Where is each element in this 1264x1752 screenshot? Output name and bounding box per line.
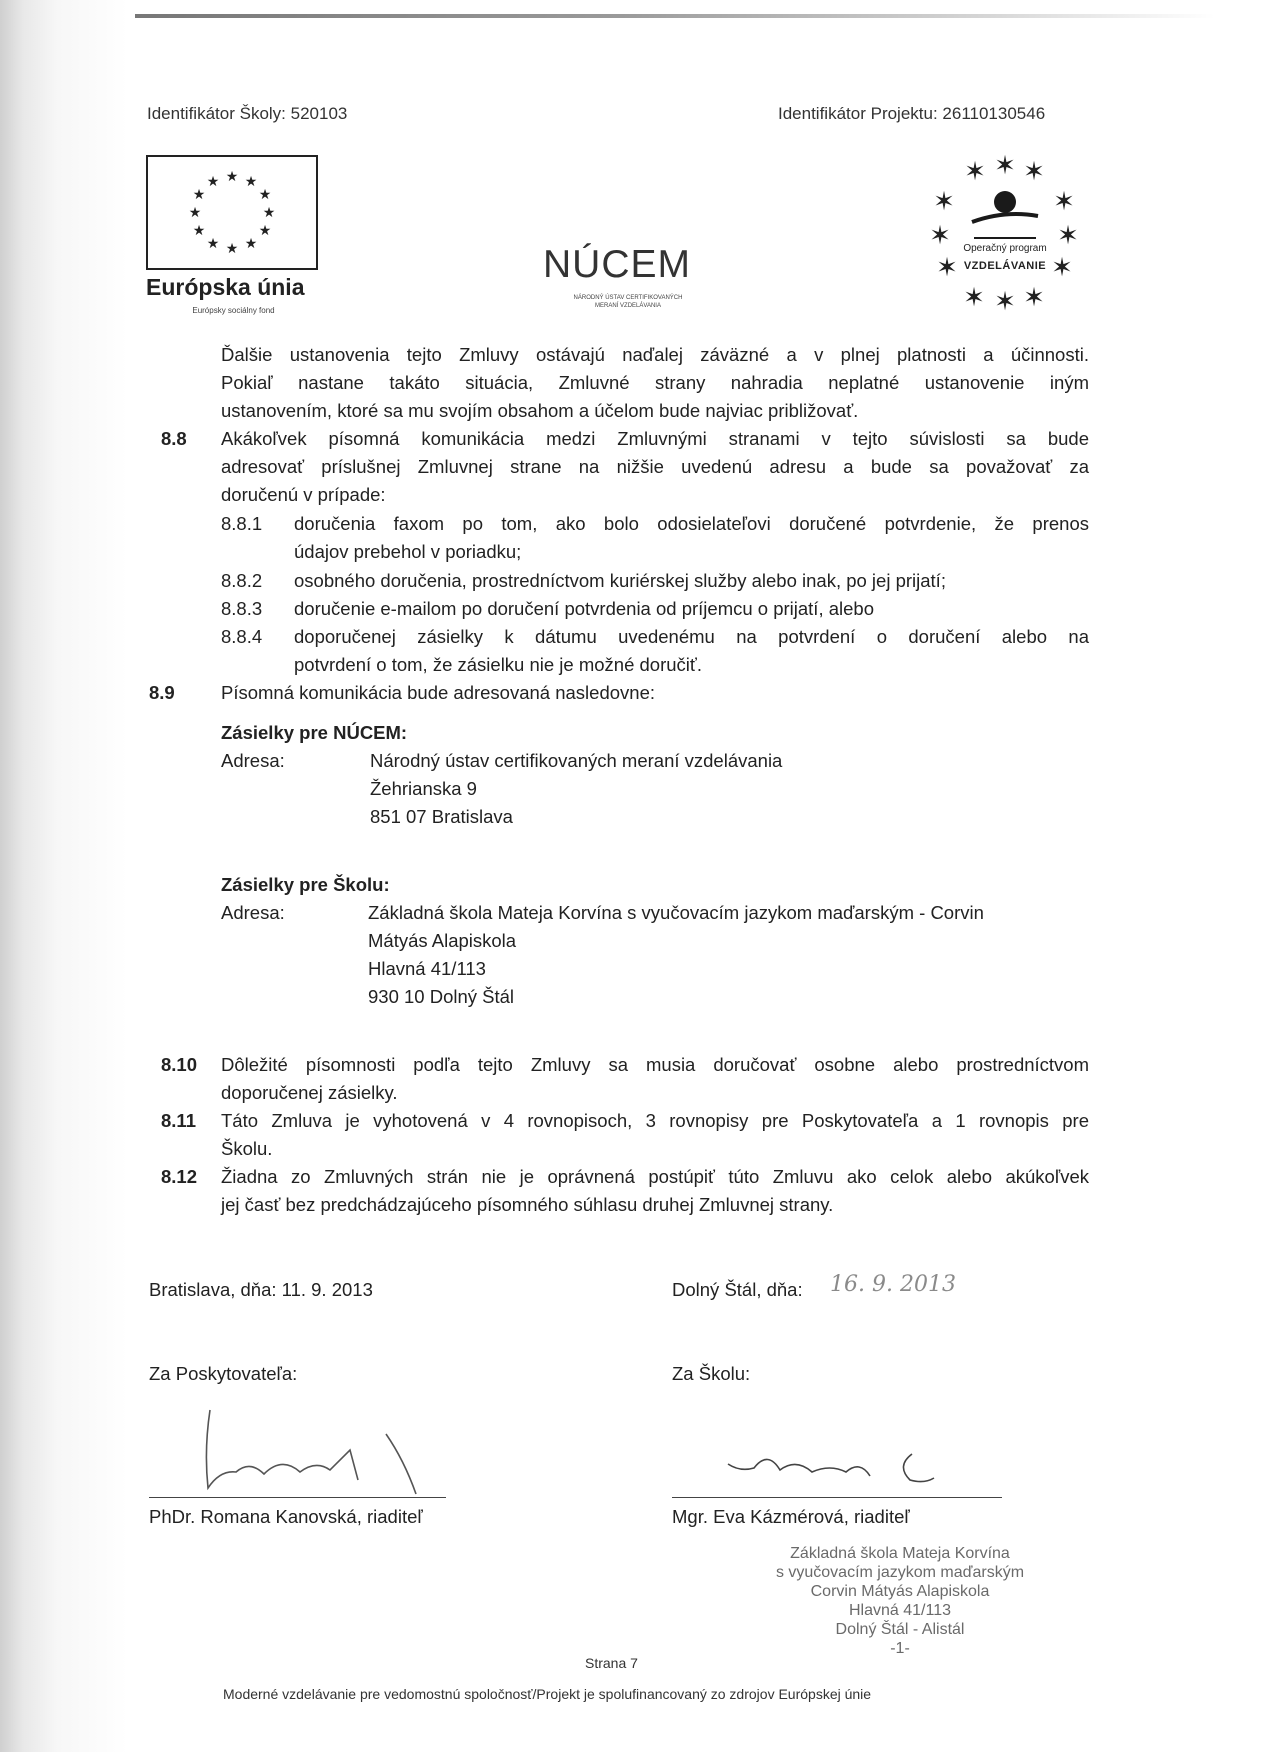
left-signatory-label: Za Poskytovateľa: bbox=[149, 1363, 298, 1384]
svg-text:✶: ✶ bbox=[964, 157, 986, 187]
left-place-date: Bratislava, dňa: 11. 9. 2013 bbox=[149, 1279, 373, 1300]
svg-text:✶: ✶ bbox=[929, 221, 951, 251]
paragraph-line: Ďalšie ustanovenia tejto Zmluvy ostávajú naďalej záväzné a v plnej platnosti a účinnosti. bbox=[221, 344, 1089, 365]
right-signatory-name: Mgr. Eva Kázmérová, riaditeľ bbox=[672, 1506, 910, 1527]
paragraph-line: ustanovením, ktoré sa mu svojím obsahom a účelom bude najviac približovať. bbox=[221, 400, 859, 421]
subsection-number: 8.8.4 bbox=[221, 626, 263, 647]
footer-text: Moderné vzdelávanie pre vedomostnú spoločnosť/Projekt je spolufinancovaný zo zdrojov Európskej únie bbox=[223, 1686, 872, 1702]
svg-text:✶: ✶ bbox=[1057, 221, 1079, 251]
paragraph-line: Pokiaľ nastane takáto situácia, Zmluvné strany nahradia neplatné ustanovenie iným bbox=[221, 372, 1089, 393]
svg-text:★: ★ bbox=[206, 174, 220, 190]
svg-text:★: ★ bbox=[244, 174, 258, 190]
eu-subtitle: Európsky sociálny fond bbox=[192, 306, 275, 315]
paragraph-line: jej časť bez predchádzajúceho písomného súhlasu druhej Zmluvnej strany. bbox=[221, 1194, 834, 1215]
paragraph-line: doporučenej zásielky. bbox=[221, 1082, 398, 1103]
list-item: potvrdení o tom, že zásielku nie je možné doručiť. bbox=[294, 654, 702, 675]
list-item: osobného doručenia, prostredníctvom kuriérskej služby alebo inak, po jej prijatí; bbox=[294, 570, 946, 591]
stamp-line: Základná škola Mateja Korvína bbox=[790, 1545, 1010, 1562]
right-signature bbox=[720, 1420, 940, 1490]
list-item: doručenia faxom po tom, ako bolo odosielateľovi doručené potvrdenie, že prenos bbox=[294, 513, 1089, 534]
svg-text:✶: ✶ bbox=[1053, 187, 1075, 217]
subsection-number: 8.8.1 bbox=[221, 513, 263, 534]
page-number: Strana 7 bbox=[585, 1655, 638, 1671]
svg-text:✶: ✶ bbox=[933, 187, 955, 217]
stamp-line: -1- bbox=[890, 1640, 910, 1657]
svg-text:★: ★ bbox=[258, 187, 272, 203]
svg-text:★: ★ bbox=[262, 205, 276, 221]
svg-text:✶: ✶ bbox=[1023, 157, 1045, 187]
paragraph-line: adresovať príslušnej Zmluvnej strane na nižšie uvedenú adresu a bude sa považovať za bbox=[221, 456, 1089, 477]
svg-text:★: ★ bbox=[225, 241, 239, 257]
left-signature bbox=[190, 1390, 450, 1500]
address-line: 930 10 Dolný Štál bbox=[368, 986, 515, 1007]
project-identifier: Identifikátor Projektu: 26110130546 bbox=[778, 104, 1046, 123]
nucem-logo: NÚCEM bbox=[543, 243, 691, 286]
stamp-line: Corvin Mátyás Alapiskola bbox=[810, 1583, 990, 1600]
subsection-number: 8.8.3 bbox=[221, 598, 263, 619]
svg-text:★: ★ bbox=[206, 236, 220, 252]
svg-text:✶: ✶ bbox=[963, 283, 985, 313]
school-stamp bbox=[720, 1544, 1080, 1658]
address-line: Žehrianska 9 bbox=[370, 778, 477, 799]
svg-text:★: ★ bbox=[192, 223, 206, 239]
paragraph-line: doručenú v prípade: bbox=[221, 484, 386, 505]
left-signatory-name: PhDr. Romana Kanovská, riaditeľ bbox=[149, 1506, 423, 1527]
svg-text:★: ★ bbox=[244, 236, 258, 252]
svg-text:✶: ✶ bbox=[1023, 283, 1045, 313]
scan-shadow bbox=[0, 0, 128, 1752]
nucem-subtitle-1: NÁRODNÝ ÚSTAV CERTIFIKOVANÝCH bbox=[573, 295, 683, 301]
svg-text:✶: ✶ bbox=[994, 151, 1016, 181]
section-number: 8.12 bbox=[161, 1166, 198, 1187]
address-line: Hlavná 41/113 bbox=[368, 958, 486, 979]
scan-top-line bbox=[135, 14, 1215, 18]
op-vzdelavanie-logo bbox=[922, 150, 1082, 315]
svg-text:★: ★ bbox=[188, 205, 202, 221]
paragraph-line: Žiadna zo Zmluvných strán nie je oprávnená postúpiť túto Zmluvu ako celok alebo akúkoľvek bbox=[221, 1166, 1089, 1187]
paragraph-line: Školu. bbox=[221, 1138, 273, 1159]
address-line: Národný ústav certifikovaných meraní vzdelávania bbox=[370, 750, 783, 771]
op-logo-line2: VZDELÁVANIE bbox=[963, 260, 1047, 272]
eu-title: Európska únia bbox=[146, 274, 305, 300]
nucem-subtitle-2: MERANÍ VZDELÁVANIA bbox=[595, 303, 661, 309]
address-line: 851 07 Bratislava bbox=[370, 806, 513, 827]
svg-text:★: ★ bbox=[192, 187, 206, 203]
eu-flag-logo bbox=[146, 155, 318, 270]
section-number: 8.9 bbox=[149, 682, 175, 703]
subsection-number: 8.8.2 bbox=[221, 570, 263, 591]
right-signatory-label: Za Školu: bbox=[672, 1363, 751, 1384]
svg-text:✶: ✶ bbox=[936, 253, 958, 283]
paragraph-line: Táto Zmluva je vyhotovená v 4 rovnopisoch, 3 rovnopisy pre Poskytovateľa a 1 rovnopis pre bbox=[221, 1110, 1089, 1131]
paragraph-line: Akákoľvek písomná komunikácia medzi Zmluvnými stranami v tejto súvislosti sa bude bbox=[221, 428, 1089, 449]
address-line: Mátyás Alapiskola bbox=[368, 930, 517, 951]
svg-text:✶: ✶ bbox=[994, 287, 1016, 315]
stamp-line: Hlavná 41/113 bbox=[849, 1602, 951, 1619]
section-number: 8.8 bbox=[161, 428, 187, 449]
list-item: údajov prebehol v poriadku; bbox=[294, 541, 522, 562]
svg-text:✶: ✶ bbox=[1051, 253, 1073, 283]
address-label: Adresa: bbox=[221, 750, 285, 771]
stamp-line: s vyučovacím jazykom maďarským bbox=[775, 1564, 1025, 1581]
right-signature-rule bbox=[672, 1497, 1002, 1498]
list-item: doručenie e-mailom po doručení potvrdenia od príjemcu o prijatí, alebo bbox=[294, 598, 874, 619]
school-identifier: Identifikátor Školy: 520103 bbox=[147, 104, 348, 123]
left-signature-rule bbox=[149, 1497, 446, 1498]
section-number: 8.11 bbox=[161, 1110, 196, 1131]
address-heading-nucem: Zásielky pre NÚCEM: bbox=[221, 722, 408, 743]
list-item: doporučenej zásielky k dátumu uvedenému na potvrdení o doručení alebo na bbox=[294, 626, 1089, 647]
paragraph-line: Písomná komunikácia bude adresovaná nasledovne: bbox=[221, 682, 656, 703]
svg-text:★: ★ bbox=[258, 223, 272, 239]
svg-text:★: ★ bbox=[225, 169, 239, 185]
op-logo-line1: Operačný program bbox=[963, 243, 1047, 254]
address-heading-school: Zásielky pre Školu: bbox=[221, 874, 390, 895]
address-label: Adresa: bbox=[221, 902, 285, 923]
address-line: Základná škola Mateja Korvína s vyučovacím jazykom maďarským - Corvin bbox=[368, 902, 984, 923]
right-place-date: Dolný Štál, dňa: bbox=[672, 1279, 803, 1300]
stamp-line: Dolný Štál - Alistál bbox=[835, 1621, 965, 1638]
handwritten-date: 16. 9. 2013 bbox=[830, 1272, 956, 1297]
section-number: 8.10 bbox=[161, 1054, 198, 1075]
paragraph-line: Dôležité písomnosti podľa tejto Zmluvy sa musia doručovať osobne alebo prostredníctvom bbox=[221, 1054, 1089, 1075]
